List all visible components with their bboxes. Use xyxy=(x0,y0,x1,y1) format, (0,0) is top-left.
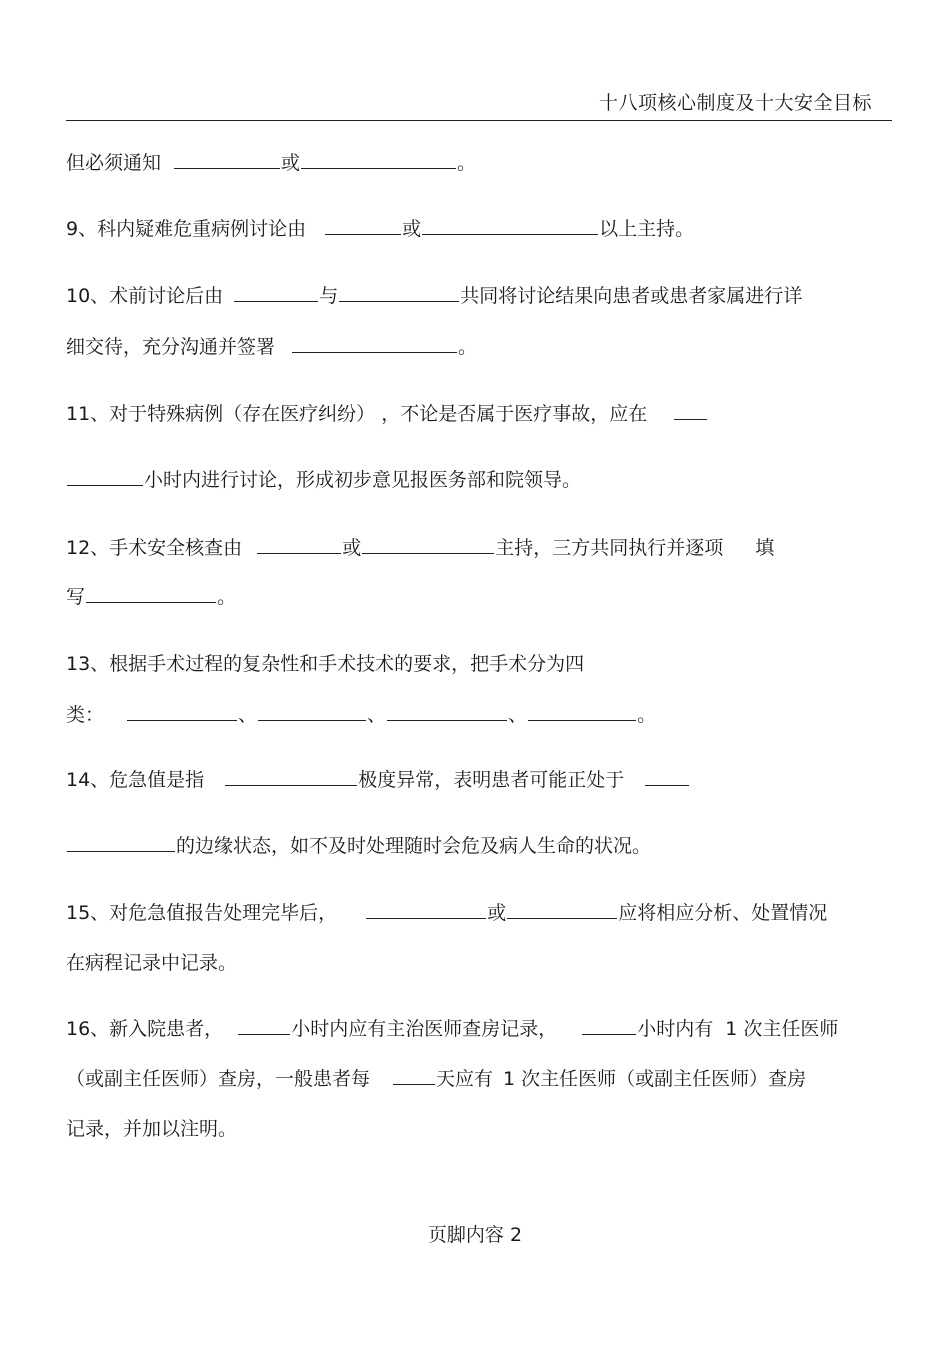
text: 10、术前讨论后由 xyxy=(66,285,224,307)
answer-blank[interactable] xyxy=(258,702,366,721)
question-11-continuation xyxy=(66,467,581,493)
answer-blank[interactable] xyxy=(325,216,401,235)
answer-blank[interactable] xyxy=(507,900,617,919)
text: 主持，三方共同执行并逐项 xyxy=(495,537,724,559)
answer-blank[interactable] xyxy=(366,900,486,919)
text: 15、对危急值报告处理完毕后， xyxy=(66,902,338,924)
text: 填 xyxy=(755,537,775,559)
answer-blank[interactable] xyxy=(225,767,357,786)
answer-blank[interactable] xyxy=(387,702,507,721)
text: 以上主持。 xyxy=(599,218,695,240)
text: 小时内有 xyxy=(637,1018,714,1040)
question-14-continuation xyxy=(66,833,651,859)
answer-blank[interactable] xyxy=(528,702,636,721)
text: 、 xyxy=(508,704,528,726)
answer-blank[interactable] xyxy=(339,283,459,302)
text: 记录，并加以注明。 xyxy=(66,1118,238,1140)
question-16-continuation xyxy=(66,1066,806,1092)
question-16 xyxy=(66,1016,838,1042)
question-15-continuation xyxy=(66,950,237,976)
text: 13、根据手术过程的复杂性和手术技术的要求，把手术分为四 xyxy=(66,653,585,675)
text: 但必须通知 xyxy=(66,152,162,174)
text: 细交待，充分沟通并签署 xyxy=(66,336,276,358)
text: 、 xyxy=(238,704,258,726)
text: 天应有 xyxy=(436,1068,494,1090)
text: 或 xyxy=(402,218,422,240)
text: 16、新入院患者， xyxy=(66,1018,224,1040)
text: 小时内进行讨论，形成初步意见报医务部和院领导。 xyxy=(144,469,582,491)
question-10-continuation xyxy=(66,334,477,360)
answer-blank[interactable] xyxy=(422,216,598,235)
answer-blank[interactable] xyxy=(257,535,341,554)
answer-blank[interactable] xyxy=(67,467,143,486)
answer-blank[interactable] xyxy=(393,1066,435,1085)
text: 1 次主任医师 xyxy=(725,1018,839,1040)
question-8-continuation xyxy=(66,150,476,176)
text: 或 xyxy=(342,537,362,559)
answer-blank[interactable] xyxy=(174,150,280,169)
text: 应将相应分析、处置情况 xyxy=(618,902,828,924)
text: 。 xyxy=(457,152,477,174)
text: 。 xyxy=(637,704,657,726)
question-16-continuation-2 xyxy=(66,1116,237,1142)
answer-blank[interactable] xyxy=(234,283,318,302)
text: 1 次主任医师（或副主任医师）查房 xyxy=(503,1068,807,1090)
page-footer: 页脚内容 2 xyxy=(427,1224,523,1246)
text: 共同将讨论结果向患者或患者家属进行详 xyxy=(460,285,803,307)
question-9 xyxy=(66,216,694,242)
text: 、 xyxy=(367,704,387,726)
header-title: 十八项核心制度及十大安全目标 xyxy=(598,92,872,114)
text: 极度异常，表明患者可能正处于 xyxy=(358,769,625,791)
text: 写 xyxy=(66,586,86,608)
text: 11、对于特殊病例（存在医疗纠纷） xyxy=(66,403,376,425)
answer-blank[interactable] xyxy=(362,535,494,554)
text: 。 xyxy=(458,336,478,358)
text: 9、科内疑难危重病例讨论由 xyxy=(66,218,307,240)
text: 类： xyxy=(66,704,105,726)
answer-blank[interactable] xyxy=(645,767,689,786)
question-14 xyxy=(66,767,690,793)
text: 14、危急值是指 xyxy=(66,769,205,791)
text: （或副主任医师）查房，一般患者每 xyxy=(66,1068,371,1090)
text: 12、手术安全核查由 xyxy=(66,537,243,559)
question-13-continuation xyxy=(66,702,656,728)
text: 或 xyxy=(487,902,507,924)
text: 的边缘状态，如不及时处理随时会危及病人生命的状况。 xyxy=(176,835,652,857)
question-12 xyxy=(66,535,774,561)
text: 或 xyxy=(281,152,301,174)
header-rule xyxy=(66,120,892,121)
answer-blank[interactable] xyxy=(67,833,175,852)
text: ，不论是否属于医疗事故，应在 xyxy=(381,403,648,425)
text: 在病程记录中记录。 xyxy=(66,952,238,974)
question-15 xyxy=(66,900,827,926)
text: 小时内应有主治医师查房记录， xyxy=(291,1018,558,1040)
answer-blank[interactable] xyxy=(674,401,707,420)
question-12-continuation xyxy=(66,584,236,610)
question-13 xyxy=(66,651,584,677)
question-11 xyxy=(66,401,708,427)
question-10 xyxy=(66,283,802,309)
answer-blank[interactable] xyxy=(127,702,237,721)
text: 。 xyxy=(217,586,237,608)
text: 与 xyxy=(319,285,339,307)
answer-blank[interactable] xyxy=(238,1016,290,1035)
answer-blank[interactable] xyxy=(301,150,456,169)
answer-blank[interactable] xyxy=(292,334,457,353)
answer-blank[interactable] xyxy=(582,1016,636,1035)
answer-blank[interactable] xyxy=(86,584,216,603)
